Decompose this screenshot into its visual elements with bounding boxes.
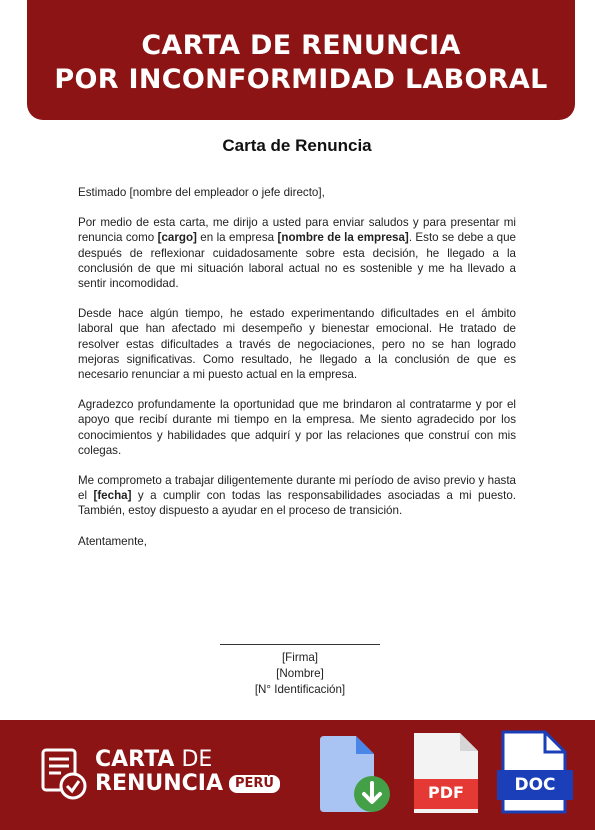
p1-text-c: en la empresa — [196, 231, 278, 245]
signature-id: [N° Identificación] — [254, 683, 346, 696]
letter-paragraph-4 — [78, 473, 516, 519]
letter-document — [78, 130, 516, 549]
p4-text-a: Me comprometo a trabajar diligentemente durante mi período de aviso previo y hasta el — [78, 474, 516, 503]
brand-document-check-icon — [41, 748, 87, 800]
doc-label: DOC — [514, 775, 556, 795]
letter-paragraph-3: Agradezco profundamente la oportunidad que me brindaron al contratarme y por el apoyo que recibí durante mi tiempo en la empresa. Me siento agradecido por los conocimientos y habilidades que adquirí y por las relaciones que construí con mis colegas. — [78, 398, 516, 457]
p1-placeholder-empresa: [nombre de la empresa] — [277, 231, 409, 245]
letter-paragraph-1 — [78, 215, 516, 291]
p4-text-c: y a cumplir con todas las responsabilidades asociadas a mi puesto. También, estoy dispuesto a ayudar en el proceso de transición. — [78, 489, 516, 518]
pdf-label: PDF — [428, 783, 464, 802]
p1-text-e: . Esto se debe a que después de reflexionar cuidadosamente sobre esta decisión, he llegado a la conclusión de que mi situación laboral actual no es sostenible y me ha llevado a sentir incomodidad. — [78, 231, 517, 291]
header-title-line1: CARTA DE RENUNCIA — [141, 30, 461, 61]
brand-word-renuncia: RENUNCIA — [95, 771, 224, 796]
letter-title: Carta de Renuncia — [222, 136, 372, 155]
signature-line — [220, 644, 380, 645]
google-docs-download-icon[interactable] — [318, 736, 390, 814]
letter-greeting: Estimado [nombre del empleador o jefe directo], — [78, 186, 325, 199]
signature-block — [180, 644, 420, 698]
brand-word-de: DE — [174, 747, 213, 772]
p1-text-a: Por medio de esta carta, me dirijo a usted para enviar saludos y para presentar mi renuncia como — [78, 216, 516, 245]
header-title-line2: POR INCONFORMIDAD LABORAL — [54, 64, 548, 95]
letter-closing: Atentamente, — [78, 534, 147, 548]
brand-logo-text — [95, 748, 280, 796]
p1-placeholder-cargo: [cargo] — [157, 231, 197, 245]
brand-word-carta: CARTA — [95, 747, 175, 772]
header-banner — [27, 0, 575, 120]
signature-nombre: [Nombre] — [276, 667, 324, 680]
doc-file-icon[interactable] — [497, 730, 573, 814]
letter-paragraph-2: Desde hace algún tiempo, he estado experimentando dificultades en el ámbito laboral que han afectado mi desempeño y bienestar emocional. He tratado de resolver estas dificultades a través de negociaciones, pero no se han logrado mejoras significativas. Como resultado, he llegado a la conclusión de que es necesario renunciar a mi puesto actual en la empresa. — [78, 307, 516, 382]
brand-badge-peru: PERÚ — [229, 775, 280, 793]
p4-placeholder-fecha: [fecha] — [93, 489, 132, 503]
signature-firma: [Firma] — [281, 651, 319, 664]
